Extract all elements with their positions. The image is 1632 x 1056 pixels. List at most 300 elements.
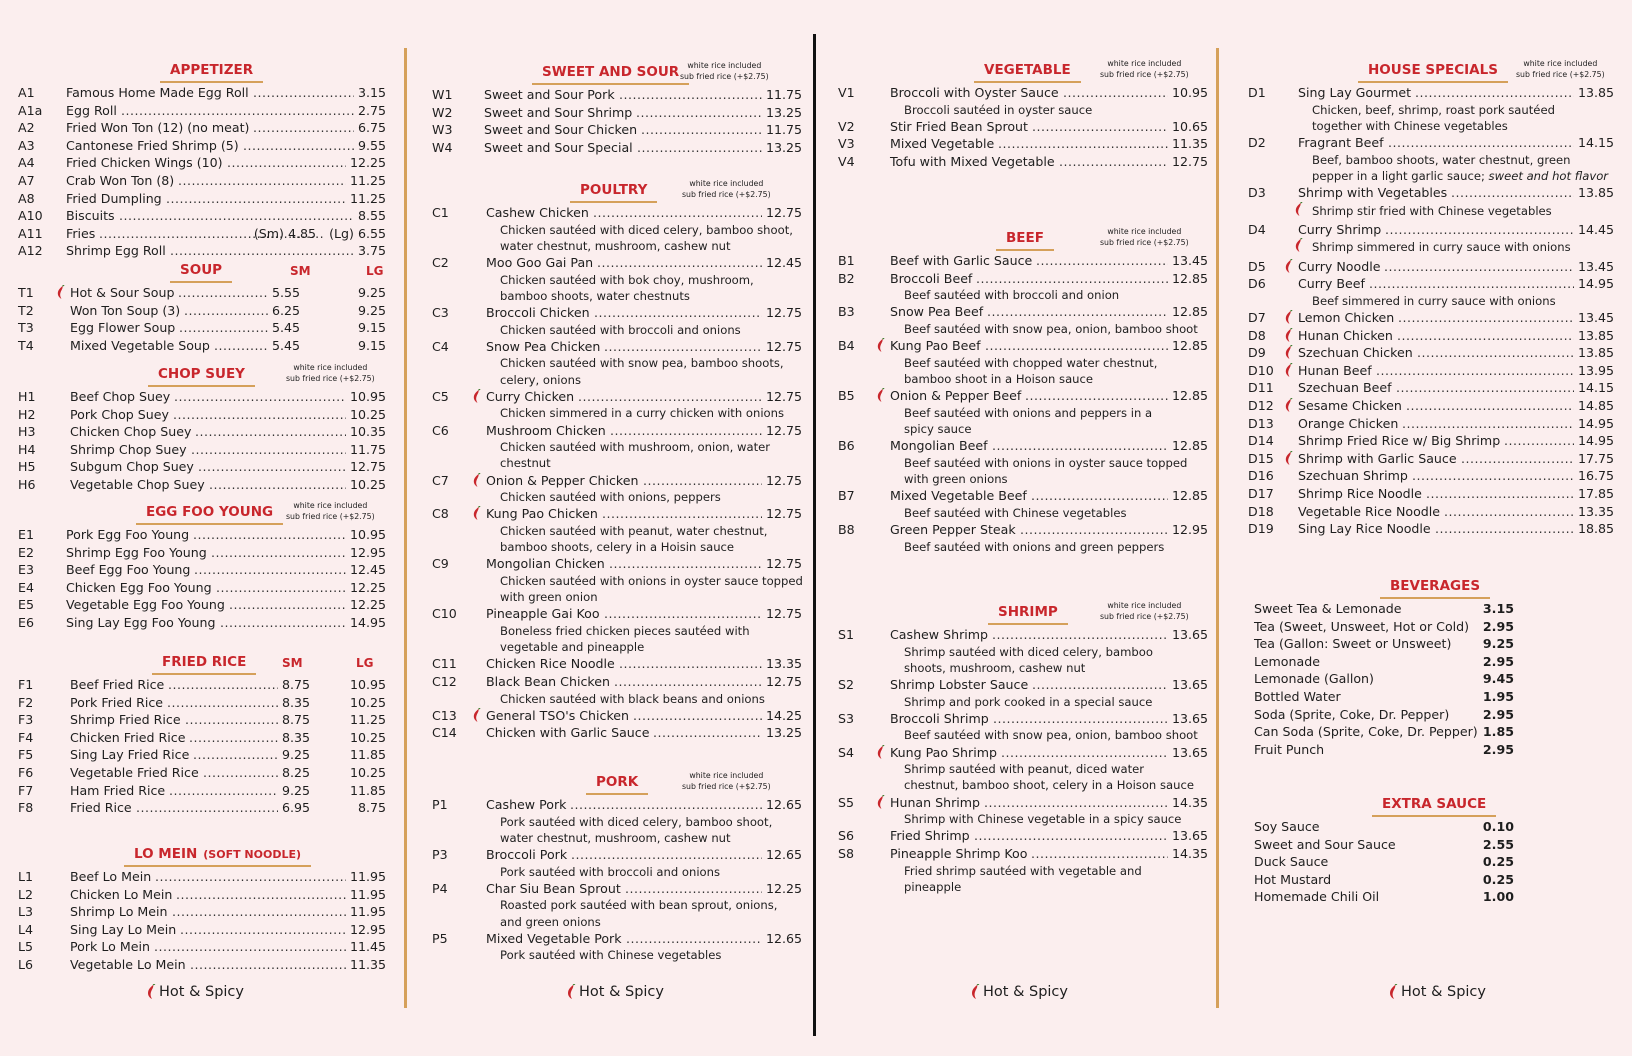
item-price: 17.85 — [1577, 485, 1614, 501]
section-title-text: BEVERAGES — [1390, 578, 1481, 594]
item-code: C10 — [432, 606, 457, 622]
menu-item — [18, 694, 386, 712]
menu-item — [1248, 258, 1614, 276]
item-price: 14.95 — [1577, 433, 1614, 449]
item-price: 14.85 — [1577, 397, 1614, 413]
menu-item — [432, 86, 802, 104]
item-name: Orange Chicken — [1298, 415, 1399, 431]
dot-leader — [602, 505, 762, 523]
item-description — [432, 288, 802, 304]
rice-note-line: sub fried rice (+$2.75) — [1516, 70, 1605, 79]
spicy-marker — [56, 285, 66, 300]
description-text: with green onion — [500, 590, 598, 605]
menu-item — [18, 614, 386, 632]
item-description — [838, 863, 1208, 879]
legend-label: Hot & Spicy — [1401, 984, 1486, 1000]
menu-item — [18, 544, 386, 562]
section-title — [1380, 578, 1490, 599]
item-code: E3 — [18, 562, 34, 578]
item-description — [432, 897, 802, 913]
menu-item — [18, 782, 386, 800]
rice-note — [1100, 226, 1189, 248]
item-name: Snow Pea Beef — [890, 304, 984, 320]
rice-note-line: white rice included — [293, 501, 368, 510]
dot-leader — [1031, 487, 1168, 505]
description-text: Chicken simmered in a curry chicken with onions — [500, 406, 785, 421]
item-price: 12.85 — [1171, 488, 1208, 504]
chili-pepper-icon — [1284, 398, 1294, 413]
spicy-marker — [876, 745, 886, 760]
dot-leader — [614, 673, 762, 691]
section-title-text: LO MEIN — [134, 846, 198, 862]
menu-item — [18, 388, 386, 406]
item-name: Mixed Vegetable Pork — [486, 930, 622, 946]
item-price: 17.75 — [1577, 450, 1614, 466]
pork-section — [432, 770, 802, 964]
menu-item — [838, 794, 1208, 812]
menu-item — [1248, 84, 1614, 102]
section-title-text: SOUP — [180, 262, 223, 278]
spicy-marker — [1284, 310, 1294, 325]
dot-leader — [1001, 744, 1168, 762]
item-code: F1 — [18, 677, 34, 692]
item-description — [838, 694, 1208, 710]
description-text: bamboo shoots, water chestnuts — [500, 288, 690, 303]
section-title-text: EGG FOO YOUNG — [146, 504, 274, 520]
menu-item — [18, 903, 386, 921]
menu-item — [1248, 432, 1614, 450]
menu-item — [1248, 688, 1614, 706]
dot-leader — [610, 422, 762, 440]
item-code: D19 — [1248, 521, 1274, 537]
item-price: 13.25 — [765, 104, 802, 120]
menu-item — [1248, 600, 1614, 618]
item-name: Broccoli with Oyster Sauce — [890, 85, 1059, 100]
item-description — [1248, 152, 1614, 168]
fried-rice-section — [18, 650, 386, 817]
item-price: 10.35 — [349, 424, 386, 440]
item-name: Mongolian Chicken — [486, 556, 605, 572]
item-price-sm: 6.95 — [281, 800, 310, 816]
dot-leader — [209, 476, 346, 494]
menu-item — [1248, 397, 1614, 415]
rice-note-line: white rice included — [1107, 601, 1182, 610]
menu-item — [18, 676, 386, 694]
item-name: Kung Pao Shrimp — [890, 744, 997, 760]
item-code: F2 — [18, 694, 34, 710]
section-title — [136, 504, 283, 525]
menu-item — [432, 707, 802, 725]
section-title-text: HOUSE SPECIALS — [1368, 62, 1498, 78]
item-code: T3 — [18, 320, 34, 336]
item-price: 12.75 — [765, 673, 802, 689]
menu-item — [18, 579, 386, 597]
item-code: D1 — [1248, 85, 1266, 100]
item-name: Mushroom Chicken — [486, 422, 606, 438]
section-subtitle: (SOFT NOODLE) — [203, 848, 302, 861]
item-description — [838, 321, 1208, 337]
item-code: V3 — [838, 136, 855, 152]
item-code: L2 — [18, 886, 34, 902]
dot-leader — [609, 555, 762, 573]
spicy-marker — [472, 708, 482, 723]
item-name: Fried Rice — [70, 800, 132, 816]
menu-item — [18, 799, 386, 817]
item-price: 13.25 — [765, 139, 802, 155]
item-name: Fries — [66, 225, 96, 241]
item-description — [838, 405, 1208, 421]
dot-leader — [167, 694, 278, 712]
dot-leader — [1415, 84, 1574, 102]
item-code: D7 — [1248, 309, 1266, 325]
menu-item — [432, 388, 802, 406]
menu-item — [18, 886, 386, 904]
item-name: Sing Lay Fried Rice — [70, 747, 190, 763]
item-name: Chicken Chop Suey — [70, 424, 192, 440]
item-name: Onion & Pepper Beef — [890, 388, 1022, 404]
item-name: Chicken Fried Rice — [70, 729, 186, 745]
item-price: 0.25 — [1482, 854, 1514, 870]
item-description — [432, 947, 802, 963]
vegetable-section — [838, 58, 1208, 171]
item-price-sm: 6.25 — [271, 302, 300, 318]
rice-note-line: white rice included — [293, 363, 368, 372]
size-header-sm: SM — [282, 656, 303, 670]
description-text: chestnut — [500, 456, 551, 471]
item-description — [1248, 168, 1614, 184]
item-code: W3 — [432, 122, 453, 138]
item-price-lg: 10.25 — [349, 729, 386, 745]
spicy-marker — [472, 506, 482, 521]
menu-item — [18, 561, 386, 579]
chili-pepper-icon — [1284, 310, 1294, 325]
dot-leader — [976, 270, 1168, 288]
item-name: Shrimp Lo Mein — [70, 904, 168, 920]
item-code: H1 — [18, 389, 36, 404]
item-name: Duck Sauce — [1254, 854, 1329, 870]
item-price: 8.55 — [357, 208, 386, 224]
item-name: Homemade Chili Oil — [1254, 889, 1380, 905]
item-description — [432, 589, 802, 605]
menu-item — [18, 729, 386, 747]
item-price: 13.65 — [1171, 710, 1208, 726]
item-description — [1248, 238, 1614, 257]
menu-item — [1248, 871, 1614, 889]
menu-item — [18, 476, 386, 494]
item-name: Kung Pao Beef — [890, 338, 981, 354]
item-name: Sweet and Sour Sauce — [1254, 836, 1396, 852]
menu-item — [1248, 836, 1614, 854]
chili-pepper-icon — [1388, 984, 1399, 1000]
item-code: W2 — [432, 104, 453, 120]
item-price: 12.25 — [765, 880, 802, 896]
item-price: 13.65 — [1171, 744, 1208, 760]
column-divider — [404, 48, 407, 1008]
item-code: V1 — [838, 85, 855, 100]
item-price: 14.95 — [1577, 415, 1614, 431]
rice-note-line: white rice included — [689, 771, 764, 780]
item-description — [838, 355, 1208, 371]
description-text: water chestnut, mushroom, cashew nut — [500, 238, 731, 253]
description-text: vegetable and pineapple — [500, 640, 645, 655]
description-text: chestnut, bamboo shoot, celery in a Hoison sauce — [904, 778, 1194, 793]
description-text: Beef sautéed with chopped water chestnut, — [904, 355, 1158, 370]
hot-spicy-legend — [970, 984, 1068, 1000]
rice-note-line: sub fried rice (+$2.75) — [286, 374, 375, 383]
section-title — [148, 366, 255, 387]
section-title — [152, 654, 256, 675]
menu-item — [432, 472, 802, 490]
item-description — [838, 102, 1208, 118]
menu-item — [18, 337, 386, 355]
item-price-sm: 5.45 — [271, 337, 300, 353]
item-name: Fruit Punch — [1254, 741, 1325, 757]
item-name: Ham Fried Rice — [70, 782, 166, 798]
dot-leader — [227, 154, 346, 172]
menu-item — [18, 526, 386, 544]
dot-leader — [985, 337, 1168, 355]
item-price: 14.15 — [1577, 135, 1614, 150]
menu-item — [18, 711, 386, 729]
item-code: D11 — [1248, 380, 1274, 396]
description-text: Beef sautéed with snow pea, onion, bamboo shoot — [904, 728, 1198, 743]
menu-item — [18, 406, 386, 424]
menu-item — [432, 555, 802, 573]
item-code: H2 — [18, 406, 36, 422]
menu-item — [432, 505, 802, 523]
chili-pepper-icon — [1294, 238, 1304, 253]
item-price: 13.45 — [1577, 258, 1614, 274]
dot-leader — [184, 302, 268, 320]
item-price: 12.75 — [765, 556, 802, 572]
item-code: C12 — [432, 673, 457, 689]
item-code: L6 — [18, 956, 34, 972]
rice-note — [286, 500, 375, 522]
menu-item — [838, 710, 1208, 728]
dot-leader — [992, 437, 1168, 455]
item-name: Cantonese Fried Shrimp (5) — [66, 137, 239, 153]
item-name: General TSO's Chicken — [486, 707, 630, 723]
item-price-lg: 10.25 — [349, 764, 386, 780]
item-description — [432, 439, 802, 455]
chili-pepper-icon — [876, 338, 886, 353]
menu-item — [1248, 467, 1614, 485]
menu-item — [18, 137, 386, 155]
item-name: Soda (Sprite, Coke, Dr. Pepper) — [1254, 706, 1450, 722]
item-name: Szechuan Chicken — [1298, 345, 1413, 361]
item-name: Sing Lay Gourmet — [1298, 85, 1412, 100]
spicy-marker — [876, 338, 886, 353]
item-code: B2 — [838, 270, 855, 286]
item-price: 12.75 — [765, 422, 802, 438]
menu-item — [838, 676, 1208, 694]
item-name: Beef Lo Mein — [70, 869, 152, 884]
item-price: 10.65 — [1171, 118, 1208, 134]
description-text: Beef sautéed with onions and green peppers — [904, 539, 1165, 554]
section-header — [838, 226, 1208, 252]
menu-item — [1248, 888, 1614, 906]
item-code: B8 — [838, 521, 855, 537]
item-price: 12.75 — [765, 472, 802, 488]
item-price: 9.45 — [1482, 671, 1514, 687]
item-description — [432, 814, 802, 830]
description-text: and green onions — [500, 914, 601, 929]
dot-leader — [191, 441, 346, 459]
item-name: Tofu with Mixed Vegetable — [890, 153, 1055, 169]
item-price-sm: 8.35 — [281, 729, 310, 745]
item-price: 10.25 — [349, 406, 386, 422]
section-title-text: SHRIMP — [998, 604, 1058, 620]
section-header — [18, 58, 386, 84]
item-name: Vegetable Rice Noodle — [1298, 503, 1441, 519]
item-price: 11.45 — [349, 939, 386, 955]
section-title — [1372, 796, 1496, 817]
dot-leader — [594, 304, 762, 322]
dot-leader — [198, 458, 346, 476]
item-code: F8 — [18, 800, 34, 816]
dot-leader — [214, 337, 268, 355]
item-code: C5 — [432, 388, 449, 404]
hot-spicy-legend — [1388, 984, 1486, 1000]
item-name: Curry Chicken — [486, 388, 575, 404]
rice-note-line: sub fried rice (+$2.75) — [682, 782, 771, 791]
rice-note-line: sub fried rice (+$2.75) — [286, 512, 375, 521]
item-code: S6 — [838, 828, 855, 844]
item-code: T1 — [18, 285, 34, 300]
menu-item — [1248, 362, 1614, 380]
item-price: 11.25 — [349, 190, 386, 206]
dot-leader — [637, 139, 762, 157]
item-description — [1248, 102, 1614, 118]
description-text: Broccoli sautéed in oyster sauce — [904, 102, 1093, 117]
section-header — [18, 842, 386, 868]
item-code: D8 — [1248, 327, 1266, 343]
description-text: water chestnut, mushroom, cashew nut — [500, 830, 731, 845]
item-code: S2 — [838, 677, 855, 692]
item-description — [432, 455, 802, 471]
item-price: 6.75 — [357, 120, 386, 136]
dot-leader — [1031, 845, 1168, 863]
item-price: 12.25 — [349, 155, 386, 171]
section-header — [18, 650, 386, 676]
item-price: 12.75 — [765, 338, 802, 354]
item-name: Shrimp Rice Noodle — [1298, 485, 1422, 501]
rice-note-line: white rice included — [687, 61, 762, 70]
rice-note — [1516, 58, 1605, 80]
rice-note-line: sub fried rice (+$2.75) — [1100, 238, 1189, 247]
item-price-lg: 10.25 — [349, 694, 386, 710]
item-description — [432, 372, 802, 388]
section-title — [532, 64, 689, 85]
item-name: Beef Fried Rice — [70, 677, 165, 692]
dot-leader — [253, 119, 354, 137]
dot-leader — [121, 102, 354, 120]
item-price: 1.85 — [1482, 724, 1514, 740]
item-description — [432, 864, 802, 880]
item-price-lg: 9.15 — [357, 337, 386, 353]
menu-item — [1248, 635, 1614, 653]
item-name: Cashew Shrimp — [890, 627, 989, 642]
rice-note — [682, 770, 771, 792]
menu-item — [432, 930, 802, 948]
soup-section — [18, 258, 386, 354]
chili-pepper-icon — [472, 708, 482, 723]
item-description — [432, 355, 802, 371]
menu-item — [838, 827, 1208, 845]
dot-leader — [1369, 275, 1574, 293]
section-header — [18, 362, 386, 388]
item-code: C6 — [432, 422, 449, 438]
item-name: Won Ton Soup (3) — [70, 302, 181, 318]
item-description — [838, 761, 1208, 777]
item-name: Tea (Gallon: Sweet or Unsweet) — [1254, 636, 1452, 652]
item-code: D13 — [1248, 415, 1274, 431]
item-name: Broccoli Pork — [486, 847, 568, 862]
menu-item — [432, 304, 802, 322]
item-code: L5 — [18, 939, 34, 955]
item-name: Lemonade — [1254, 653, 1320, 669]
item-price: 0.25 — [1482, 871, 1514, 887]
item-code: D16 — [1248, 468, 1274, 484]
section-header — [1248, 792, 1614, 818]
item-name: Sing Lay Lo Mein — [70, 921, 177, 937]
item-name: Mixed Vegetable Beef — [890, 488, 1027, 504]
item-name: Sing Lay Rice Noodle — [1298, 521, 1431, 537]
dot-leader — [604, 338, 762, 356]
item-price: 13.65 — [1171, 627, 1208, 642]
item-code: B3 — [838, 304, 855, 320]
section-title — [974, 62, 1081, 83]
menu-item — [18, 207, 386, 225]
item-name: Hot & Sour Soup — [70, 285, 175, 300]
item-name: Onion & Pepper Chicken — [486, 472, 639, 488]
item-name: Beef Chop Suey — [70, 389, 171, 404]
dot-leader — [216, 579, 346, 597]
description-text: Beef, bamboo shoots, water chestnut, green — [1312, 152, 1571, 167]
dot-leader — [1406, 397, 1574, 415]
menu-item — [18, 764, 386, 782]
item-name: Sweet and Sour Special — [484, 139, 633, 155]
item-price: 12.95 — [349, 544, 386, 560]
menu-item — [838, 744, 1208, 762]
item-name: Egg Flower Soup — [70, 320, 176, 336]
dot-leader — [185, 711, 278, 729]
item-name: Green Pepper Steak — [890, 521, 1016, 537]
item-price: 3.75 — [357, 243, 386, 259]
item-price: 12.75 — [765, 388, 802, 404]
section-title — [170, 262, 232, 283]
menu-item — [1248, 818, 1614, 836]
item-code: S4 — [838, 744, 855, 760]
rice-note — [1100, 58, 1189, 80]
lo-mein-section — [18, 842, 386, 974]
section-header — [18, 258, 386, 284]
dot-leader — [1025, 387, 1168, 405]
menu-item — [18, 319, 386, 337]
description-text: Beef sautéed with broccoli and onion — [904, 288, 1120, 303]
spicy-marker — [472, 473, 482, 488]
description-text: shoots, mushroom, cashew nut — [904, 660, 1086, 675]
menu-item — [1248, 485, 1614, 503]
item-code: C13 — [432, 707, 457, 723]
item-name: Shrimp with Garlic Sauce — [1298, 450, 1457, 466]
item-name: Beef Egg Foo Young — [66, 562, 191, 578]
item-price: 11.75 — [349, 441, 386, 457]
shrimp-section — [838, 600, 1208, 895]
section-header — [18, 500, 386, 526]
item-name: Cashew Pork — [486, 797, 567, 812]
dot-leader — [211, 544, 346, 562]
